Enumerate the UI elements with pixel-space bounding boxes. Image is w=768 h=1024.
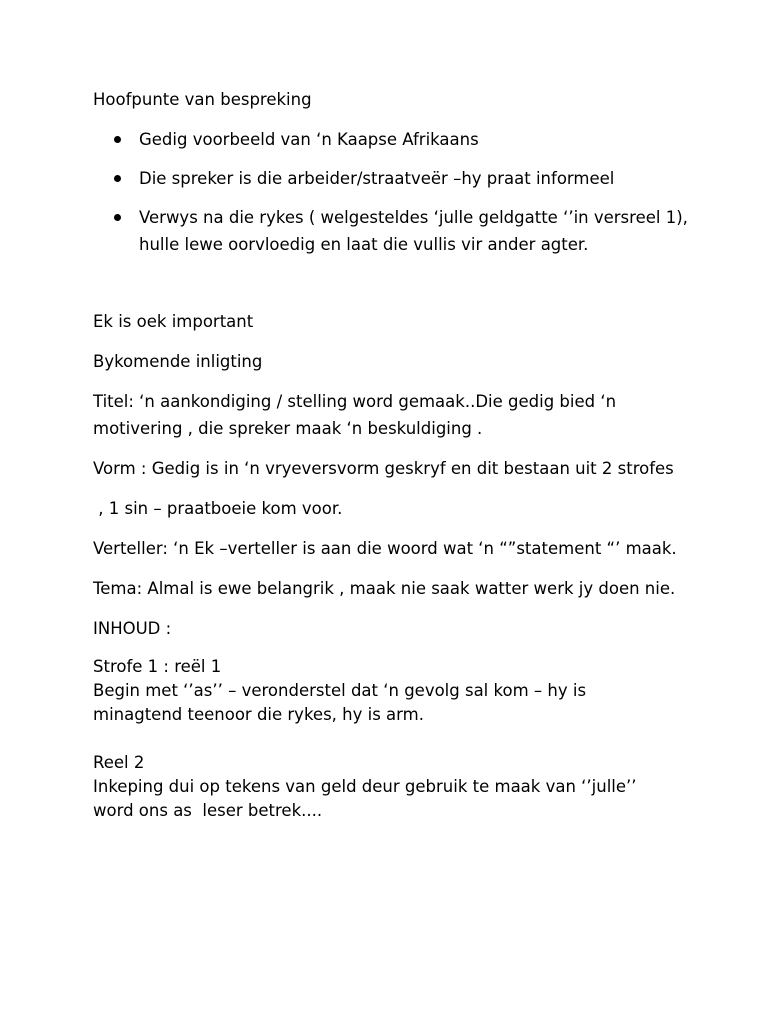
bullet-text: Verwys na die rykes ( welgesteldes ‘julle geldgatte ‘’in versreel 1), hulle lewe oorvloedig en laat die vullis vir ander agter. (139, 208, 688, 254)
bullet-item (93, 204, 693, 258)
strofe1-line: minagtend teenoor die rykes, hy is arm. (93, 705, 424, 724)
paragraph-vorm-continued: , 1 sin – praatboeie kom voor. (93, 499, 343, 518)
bullet-icon (114, 136, 121, 143)
strofe1-section (93, 655, 693, 727)
paragraph-vorm: Vorm : Gedig is in ‘n vryeversvorm geskryf en dit bestaan uit 2 strofes (93, 459, 674, 478)
bullet-item (93, 165, 693, 192)
bullet-text: Gedig voorbeeld van ‘n Kaapse Afrikaans (139, 130, 479, 149)
bullet-icon (114, 175, 121, 182)
reel2-heading: Reel 2 (93, 753, 145, 772)
paragraph-bykomende: Bykomende inligting (93, 352, 263, 371)
bullet-item (93, 126, 693, 153)
bullet-text: Die spreker is die arbeider/straatveër –hy praat informeel (139, 169, 615, 188)
reel2-line: Inkeping dui op tekens van geld deur gebruik te maak van ‘’julle’’ (93, 777, 637, 796)
strofe1-heading: Strofe 1 : reël 1 (93, 657, 222, 676)
reel2-section (93, 751, 693, 823)
paragraph-titel: Titel: ‘n aankondiging / stelling word gemaak..Die gedig bied ‘n motivering , die spreker maak ‘n beskuldiging . (93, 392, 617, 438)
document-page (93, 86, 693, 823)
bullet-icon (114, 214, 121, 221)
paragraph-verteller: Verteller: ‘n Ek –verteller is aan die woord wat ‘n “”statement “’ maak. (93, 539, 677, 558)
paragraph-tema: Tema: Almal is ewe belangrik , maak nie saak watter werk jy doen nie. (93, 579, 676, 598)
reel2-line: word ons as leser betrek.... (93, 801, 323, 820)
paragraph-inhoud: INHOUD : (93, 619, 172, 638)
paragraph-ek-is-oek: Ek is oek important (93, 312, 254, 331)
document-heading: Hoofpunte van bespreking (93, 90, 312, 109)
strofe1-line: Begin met ‘’as’’ – veronderstel dat ‘n gevolg sal kom – hy is (93, 681, 587, 700)
bullet-list (93, 126, 693, 258)
spacer (93, 727, 693, 751)
